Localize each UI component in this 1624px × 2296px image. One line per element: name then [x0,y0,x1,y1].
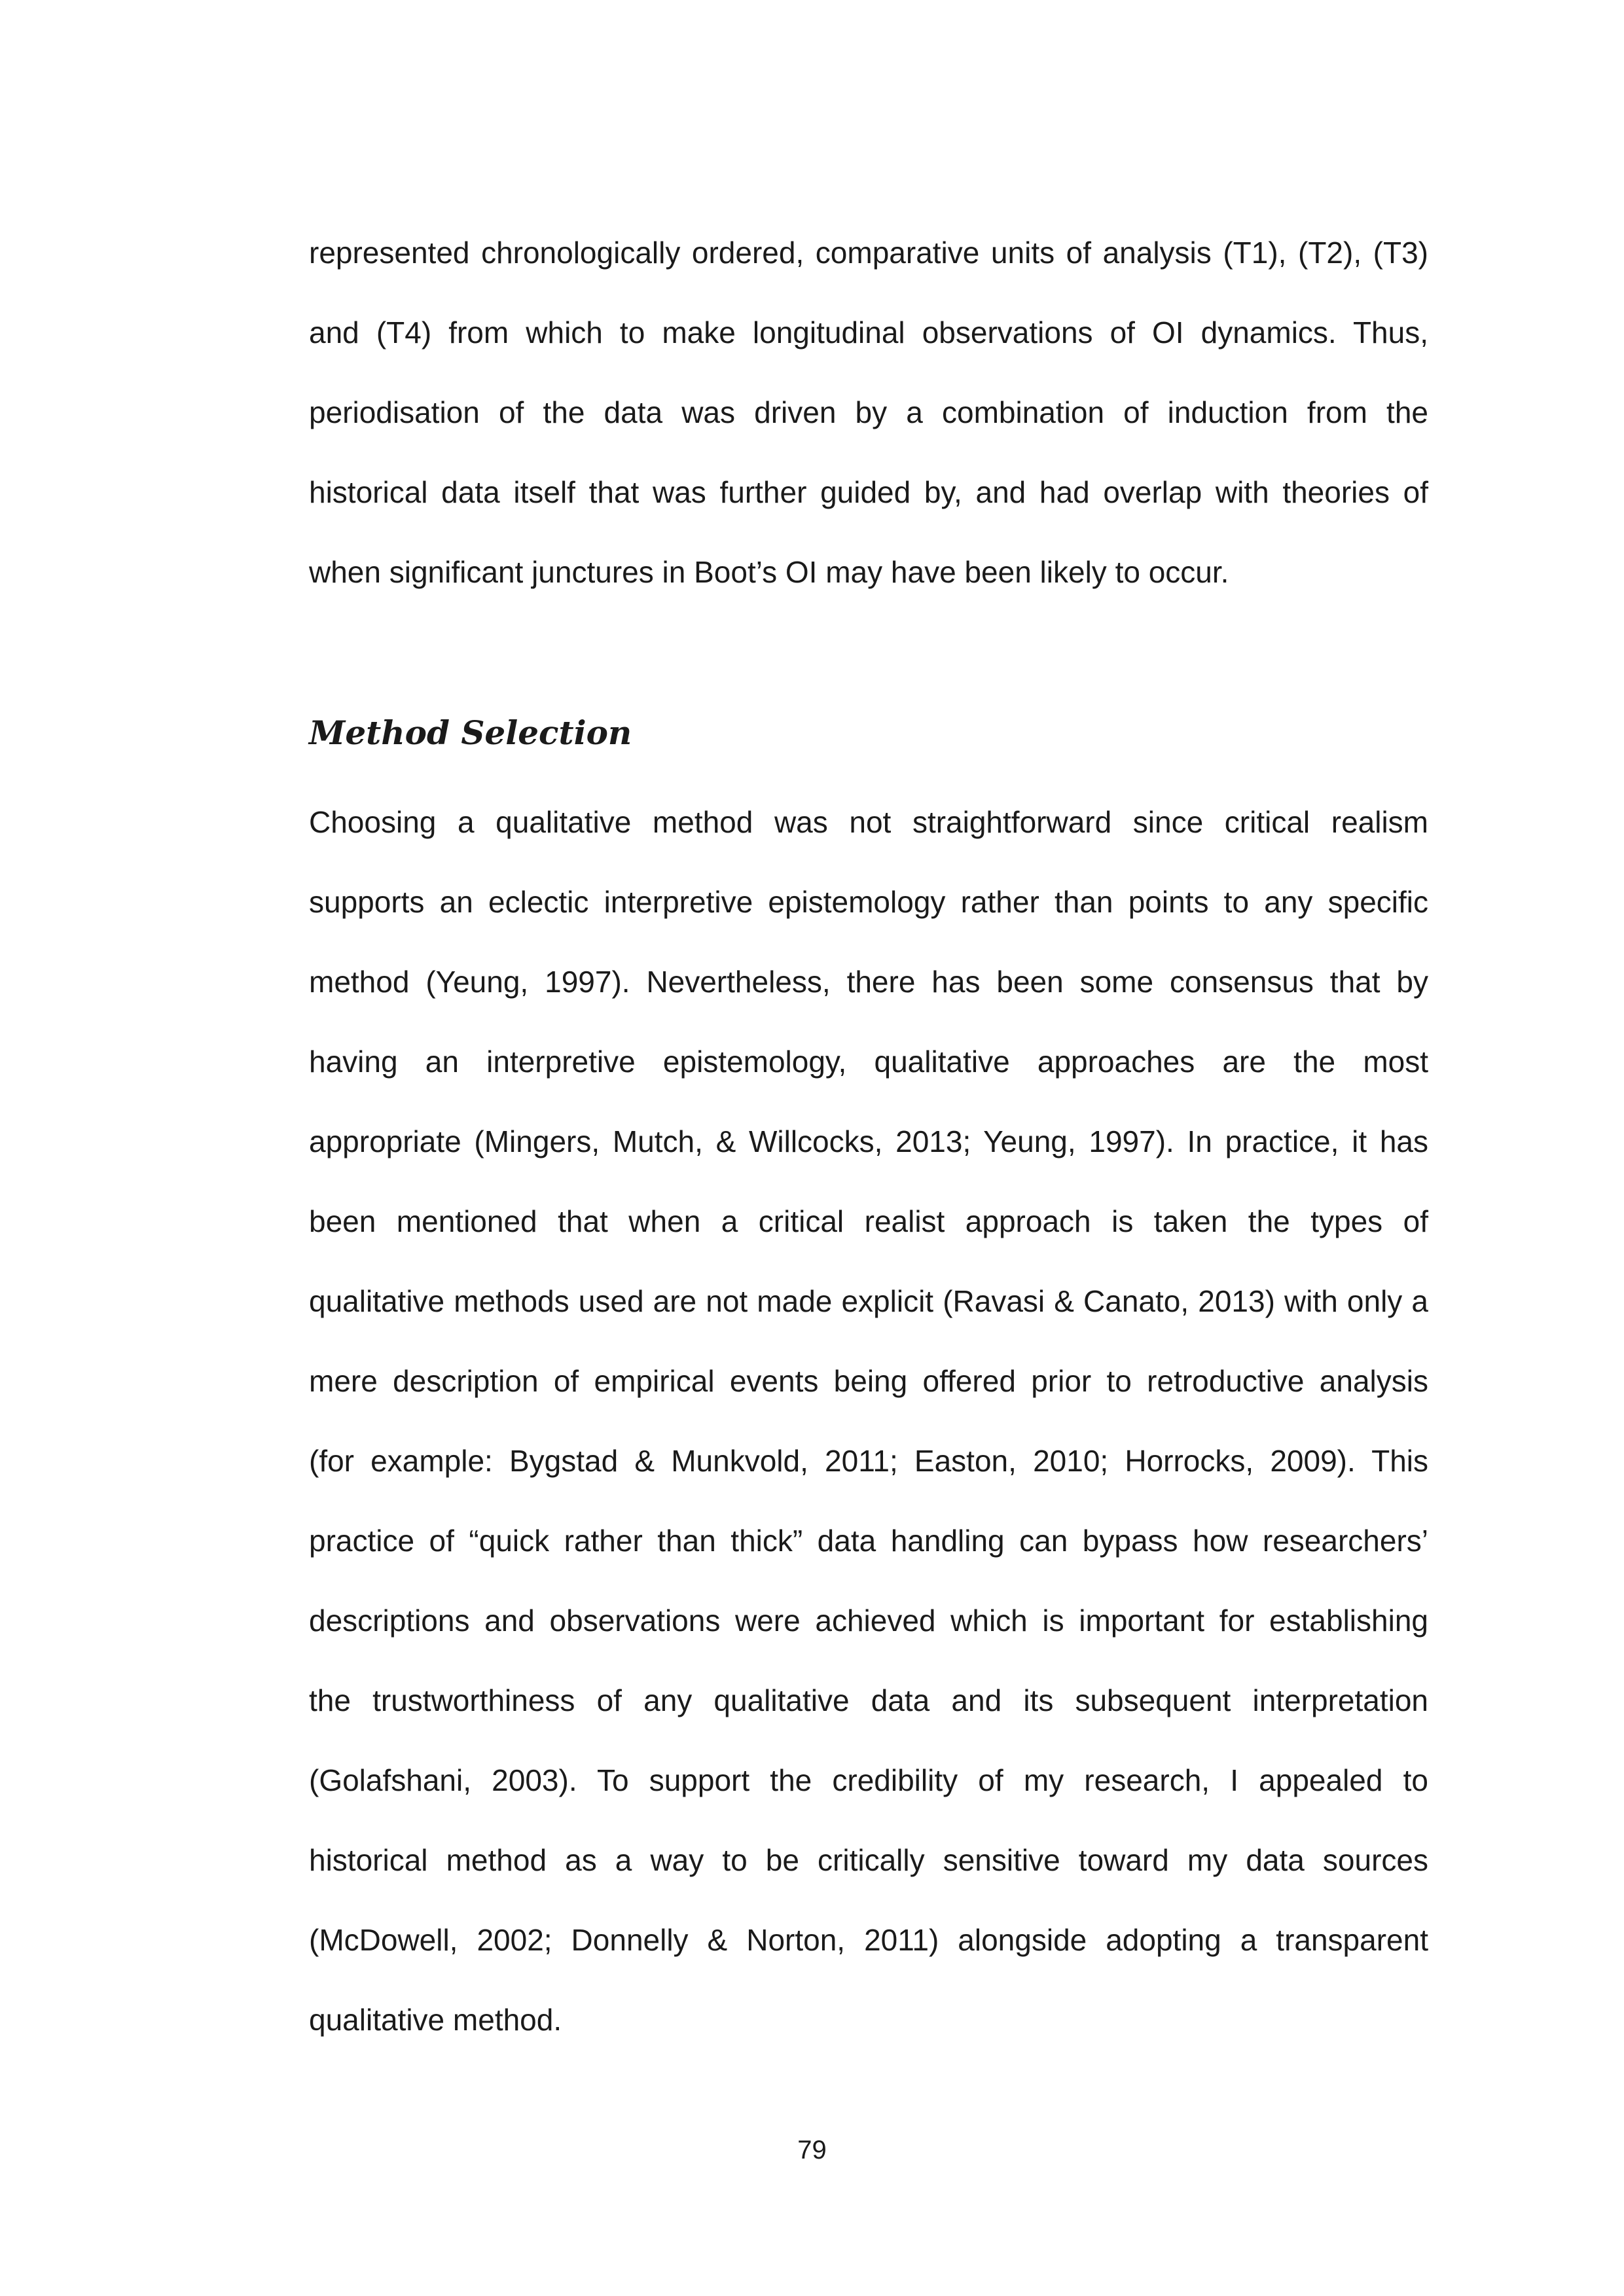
text-line: periodisation of the data was driven by a combination of induction from the [309,395,1428,429]
text-line: appropriate (Mingers, Mutch, & Willcocks, 2013; Yeung, 1997). In practice, it has [309,1124,1428,1158]
text-line: historical data itself that was further guided by, and had overlap with theories of [309,475,1428,509]
text-line: descriptions and observations were achieved which is important for establishing [309,1604,1428,1638]
text-line: been mentioned that when a critical realist approach is taken the types of [309,1204,1428,1238]
page-number: 79 [797,2136,827,2164]
text-line: historical method as a way to be critically sensitive toward my data sources [309,1843,1428,1877]
text-line: qualitative method. [309,2003,562,2037]
text-line: (McDowell, 2002; Donnelly & Norton, 2011) alongside adopting a transparent [309,1923,1428,1957]
text-line: mere description of empirical events being offered prior to retroductive analysis [309,1364,1428,1398]
text-line: (Golafshani, 2003). To support the credibility of my research, I appealed to [309,1763,1428,1797]
text-line: (for example: Bygstad & Munkvold, 2011; Easton, 2010; Horrocks, 2009). This [309,1444,1428,1478]
text-line: Choosing a qualitative method was not straightforward since critical realism [309,805,1428,839]
text-line: and (T4) from which to make longitudinal observations of OI dynamics. Thus, [309,315,1428,350]
text-line: supports an eclectic interpretive epistemology rather than points to any specific [309,885,1428,919]
text-line: when significant junctures in Boot’s OI may have been likely to occur. [309,555,1229,589]
text-line: the trustworthiness of any qualitative data and its subsequent interpretation [309,1683,1428,1717]
section-heading: Method Selection [309,713,632,752]
text-line: having an interpretive epistemology, qualitative approaches are the most [309,1045,1428,1079]
text-line: practice of “quick rather than thick” data handling can bypass how researchers’ [309,1524,1428,1558]
text-line: represented chronologically ordered, comparative units of analysis (T1), (T2), (T3) [309,236,1428,270]
text-line: method (Yeung, 1997). Nevertheless, there has been some consensus that by [309,965,1428,999]
text-line: qualitative methods used are not made explicit (Ravasi & Canato, 2013) with only a [309,1284,1428,1318]
